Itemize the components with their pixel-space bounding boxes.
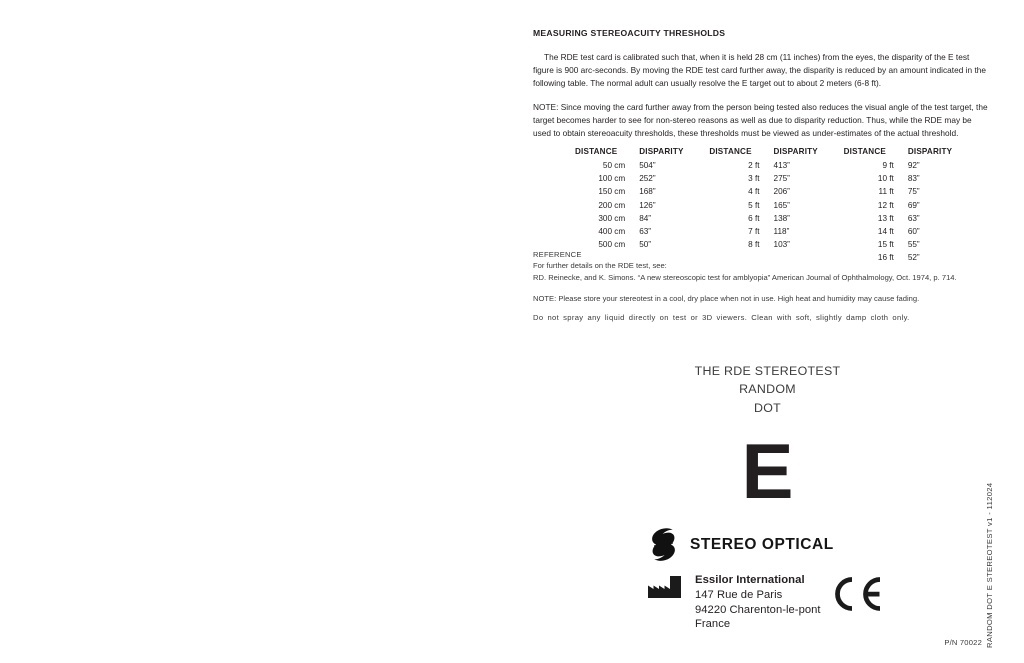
cell-distance-cm: 400 cm (598, 226, 626, 236)
cell-distance-ft-high: 10 ft (877, 174, 894, 184)
cell-distance-cm: 50 cm (602, 161, 626, 171)
cell-distance-ft-high: 9 ft (882, 161, 894, 171)
cell-spacer (696, 186, 709, 199)
cell-spacer (831, 173, 844, 186)
cell-disparity-ft-low: 206” (773, 187, 790, 197)
threshold-note-paragraph: NOTE: Since moving the card further away from the person being tested also reduces the visual angle of the test target, the target becomes harder to see for non-stereo reasons as well as due to disparity reduction. Thus, while the RDE may be used to obtain stereoacuity thresholds, these thresholds must be viewed as under-estimates of the actual threshold. (533, 101, 988, 138)
note-spacer (533, 305, 993, 313)
reference-heading: REFERENCE (533, 250, 582, 259)
table-row (575, 173, 965, 186)
table-row (575, 212, 965, 225)
cell-distance-ft-low: 6 ft (748, 213, 760, 223)
disparity-table-body (575, 160, 965, 265)
column-header-distance-ft-high: DISTANCE (843, 147, 886, 156)
cell-distance-ft-low: 7 ft (748, 226, 760, 236)
manufacturer-street: 147 Rue de Paris (695, 588, 783, 601)
part-number: P/N 70022 (944, 638, 982, 647)
cell-spacer (831, 160, 844, 173)
stereo-optical-wordmark: STEREO OPTICAL (690, 535, 834, 553)
manufacturer-city: 94220 Charenton-le-pont (695, 603, 821, 616)
manufacturer-country: France (695, 618, 731, 631)
cell-disparity-ft-low: 275” (773, 174, 790, 184)
table-row (575, 160, 965, 173)
cell-distance-ft-low: 2 ft (748, 161, 760, 171)
cell-spacer (696, 173, 709, 186)
cell-spacer (831, 186, 844, 199)
cell-spacer (696, 212, 709, 225)
calibration-paragraph: The RDE test card is calibrated such that, when it is held 28 cm (11 inches) from the eyes, the disparity of the E test figure is 900 arc-seconds. By moving the RDE test card further away, the disparity is reduced by an amount indicated in the following table. The normal adult can usually resolve the E target out to about 2 meters (6-8 ft). (533, 52, 987, 89)
cell-disparity-ft-high: 52” (907, 252, 920, 262)
cell-spacer (831, 212, 844, 225)
disparity-table-wrapper (575, 146, 965, 264)
stereo-optical-s-mark (648, 528, 679, 561)
column-header-distance-cm: DISTANCE (575, 147, 618, 156)
cell-disparity-ft-low: 118” (773, 226, 790, 236)
cell-distance-ft-low: 8 ft (748, 239, 760, 249)
reference-section (533, 250, 993, 322)
manufacturer-block (648, 573, 821, 632)
manufacturer-name: Essilor International (695, 574, 805, 586)
column-header-disparity-ft-high: DISPARITY (907, 147, 953, 156)
cell-disparity-cm: 63” (639, 226, 652, 236)
cell-disparity-cm: 84” (639, 213, 652, 223)
table-header-row (575, 146, 965, 160)
cell-distance-ft-high: 11 ft (878, 187, 894, 197)
cell-spacer (831, 199, 844, 212)
table-row (575, 225, 965, 238)
cell-distance-ft-high: 15 ft (877, 239, 894, 249)
section-heading: MEASURING STEREOACUITY THRESHOLDS (533, 28, 726, 38)
stereo-optical-logo (648, 528, 834, 561)
cell-distance-ft-high: 14 ft (877, 226, 894, 236)
cell-distance-ft-low: 4 ft (748, 187, 760, 197)
product-title-block (640, 362, 895, 417)
reference-intro: For further details on the RDE test, see: (533, 261, 667, 270)
instructions-section (533, 28, 989, 150)
column-header-disparity-ft-low: DISPARITY (773, 147, 818, 156)
side-revision-label: RANDOM DOT E STEREOTEST v1 - 112024 (985, 482, 994, 648)
product-title-line-3: DOT (753, 400, 782, 415)
cell-distance-cm: 300 cm (598, 213, 626, 223)
cell-disparity-ft-high: 83” (907, 174, 920, 184)
product-title-line-1: THE RDE STEREOTEST (694, 364, 841, 378)
cell-spacer (696, 225, 709, 238)
column-spacer-1 (696, 146, 709, 160)
reference-citation: RD. Reinecke, and K. Simons. “A new stereoscopic test for amblyopia” American Journal of Ophthalmology, Oct. 1974, p. 714. (533, 273, 957, 283)
cell-distance-cm: 100 cm (598, 174, 626, 184)
cell-disparity-ft-low: 413” (773, 161, 790, 171)
cell-disparity-ft-low: 138” (773, 213, 790, 223)
factory-icon (648, 576, 681, 598)
cell-spacer (696, 160, 709, 173)
cell-spacer (831, 225, 844, 238)
manufacturer-address (695, 573, 821, 632)
ce-mark-icon (833, 576, 883, 612)
cell-distance-cm: 150 cm (598, 187, 626, 197)
table-row (575, 186, 965, 199)
cell-disparity-ft-high: 69” (907, 200, 920, 210)
column-header-disparity-cm: DISPARITY (639, 147, 684, 156)
cell-disparity-ft-high: 75” (907, 187, 920, 197)
cell-distance-ft-high: 16 ft (877, 252, 894, 262)
cell-disparity-cm: 504” (639, 161, 656, 171)
cell-distance-ft-low: 3 ft (748, 174, 760, 184)
column-header-distance-ft-low: DISTANCE (709, 147, 752, 156)
column-spacer-2 (831, 146, 844, 160)
stereo-target-letter-e: E (741, 427, 794, 515)
product-title-line-2: RANDOM (739, 382, 796, 397)
cell-spacer (696, 199, 709, 212)
cell-distance-cm: 200 cm (598, 200, 626, 210)
disparity-table (575, 146, 965, 264)
cell-disparity-ft-high: 92” (907, 161, 920, 171)
cell-distance-ft-low: 5 ft (748, 200, 760, 210)
cell-distance-cm: 500 cm (598, 239, 626, 249)
cell-disparity-ft-low: 103” (773, 239, 790, 249)
cell-disparity-cm: 126” (639, 200, 656, 210)
table-row (575, 199, 965, 212)
reference-spacer (533, 285, 993, 293)
cell-distance-ft-high: 12 ft (877, 200, 894, 210)
cell-disparity-ft-high: 55” (907, 239, 920, 249)
cleaning-note: Do not spray any liquid directly on test or 3D viewers. Clean with soft, slightly damp cloth only. (533, 312, 910, 322)
cell-disparity-ft-high: 63” (907, 213, 920, 223)
cell-distance-ft-high: 13 ft (877, 213, 894, 223)
cell-disparity-ft-low: 165” (773, 200, 790, 210)
storage-note: NOTE: Please store your stereotest in a cool, dry place when not in use. High heat and humidity may cause fading. (533, 293, 920, 303)
cell-disparity-ft-high: 60” (907, 226, 920, 236)
side-revision-text (985, 478, 1014, 648)
cell-disparity-cm: 50” (639, 239, 652, 249)
cell-disparity-cm: 252” (639, 174, 656, 184)
cell-disparity-cm: 168” (639, 187, 656, 197)
